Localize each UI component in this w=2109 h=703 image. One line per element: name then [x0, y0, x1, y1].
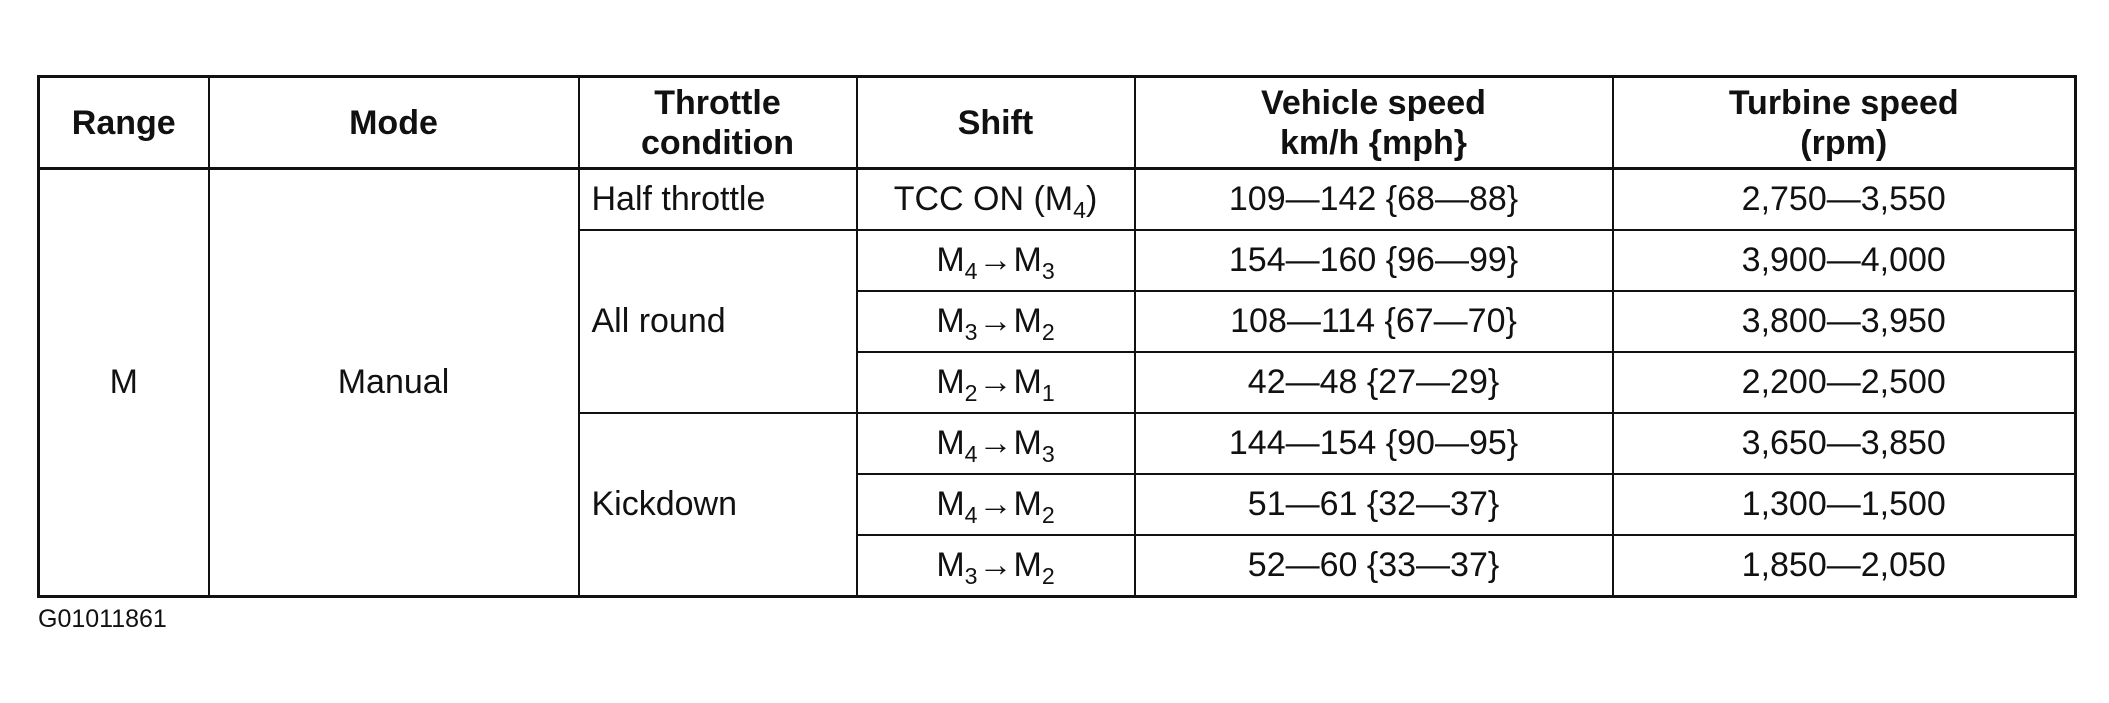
- shift-to: M: [1013, 485, 1042, 523]
- shift-from: M: [936, 241, 965, 279]
- shift-to: M: [1013, 241, 1042, 279]
- shift-from-sub: 3: [964, 563, 978, 590]
- header-range: Range: [39, 77, 209, 169]
- arrow-icon: →: [978, 302, 1013, 340]
- shift-cell: [857, 291, 1135, 352]
- shift-from: M: [936, 363, 965, 401]
- shift-to-sub: 3: [1041, 441, 1055, 468]
- throttle-cell-all-round: All round: [579, 230, 857, 413]
- header-throttle-line2: condition: [641, 123, 794, 162]
- mode-cell: Manual: [209, 169, 579, 597]
- shift-cell: [857, 169, 1135, 231]
- turbine-speed-cell: 3,900—4,000: [1613, 230, 2076, 291]
- table-row: [39, 169, 2076, 231]
- header-mode: Mode: [209, 77, 579, 169]
- turbine-speed-cell: 2,200—2,500: [1613, 352, 2076, 413]
- shift-from: M: [936, 302, 965, 340]
- shift-from-sub: 4: [964, 441, 978, 468]
- shift-cell: [857, 413, 1135, 474]
- shift-to-sub: 3: [1041, 258, 1055, 285]
- vehicle-speed-cell: 108—114 {67—70}: [1135, 291, 1613, 352]
- throttle-cell-kickdown: Kickdown: [579, 413, 857, 597]
- header-turbine-line2: (rpm): [1800, 123, 1888, 162]
- header-turbine-line1: Turbine speed: [1728, 83, 1959, 122]
- turbine-speed-cell: 1,300—1,500: [1613, 474, 2076, 535]
- turbine-speed-cell: 3,650—3,850: [1613, 413, 2076, 474]
- shift-from: M: [936, 424, 965, 462]
- shift-to-sub: 2: [1041, 502, 1055, 529]
- turbine-speed-cell: 3,800—3,950: [1613, 291, 2076, 352]
- shift-to: M: [1013, 424, 1042, 462]
- shift-cell: [857, 352, 1135, 413]
- header-vehicle-line2: km/h {mph}: [1279, 123, 1468, 162]
- shift-close: ): [1085, 180, 1098, 218]
- arrow-icon: →: [978, 546, 1013, 584]
- vehicle-speed-cell: 51—61 {32—37}: [1135, 474, 1613, 535]
- shift-from-sub: 2: [964, 380, 978, 407]
- shift-from-sub: 4: [964, 502, 978, 529]
- header-vehicle-line1: Vehicle speed: [1261, 83, 1486, 122]
- arrow-icon: →: [978, 424, 1013, 462]
- vehicle-speed-cell: 154—160 {96—99}: [1135, 230, 1613, 291]
- header-throttle-line1: Throttle: [654, 83, 781, 122]
- vehicle-speed-cell: 109—142 {68—88}: [1135, 169, 1613, 231]
- shift-sub: 4: [1073, 197, 1086, 224]
- arrow-icon: →: [978, 241, 1013, 279]
- header-vehicle-speed: [1135, 77, 1613, 169]
- header-shift: Shift: [857, 77, 1135, 169]
- turbine-speed-cell: 1,850—2,050: [1613, 535, 2076, 597]
- turbine-speed-cell: 2,750—3,550: [1613, 169, 2076, 231]
- shift-to-sub: 2: [1041, 563, 1055, 590]
- arrow-icon: →: [978, 485, 1013, 523]
- shift-from-sub: 3: [964, 319, 978, 346]
- shift-to-sub: 2: [1041, 319, 1055, 346]
- shift-to: M: [1013, 363, 1042, 401]
- shift-to-sub: 1: [1041, 380, 1055, 407]
- shift-cell: [857, 230, 1135, 291]
- shift-to: M: [1013, 546, 1042, 584]
- shift-from: M: [936, 485, 965, 523]
- arrow-icon: →: [978, 363, 1013, 401]
- shift-from: M: [936, 546, 965, 584]
- vehicle-speed-cell: 42—48 {27—29}: [1135, 352, 1613, 413]
- shift-from-sub: 4: [964, 258, 978, 285]
- shift-to: M: [1013, 302, 1042, 340]
- shift-label: TCC ON (M: [893, 180, 1074, 218]
- figure-code: G01011861: [38, 605, 167, 633]
- shift-speed-table: [37, 75, 2077, 598]
- range-cell: M: [39, 169, 209, 597]
- header-throttle-condition: [579, 77, 857, 169]
- shift-cell: [857, 474, 1135, 535]
- vehicle-speed-cell: 52—60 {33—37}: [1135, 535, 1613, 597]
- throttle-cell-half: Half throttle: [579, 169, 857, 231]
- header-turbine-speed: [1613, 77, 2076, 169]
- header-row: [39, 77, 2076, 169]
- vehicle-speed-cell: 144—154 {90—95}: [1135, 413, 1613, 474]
- shift-cell: [857, 535, 1135, 597]
